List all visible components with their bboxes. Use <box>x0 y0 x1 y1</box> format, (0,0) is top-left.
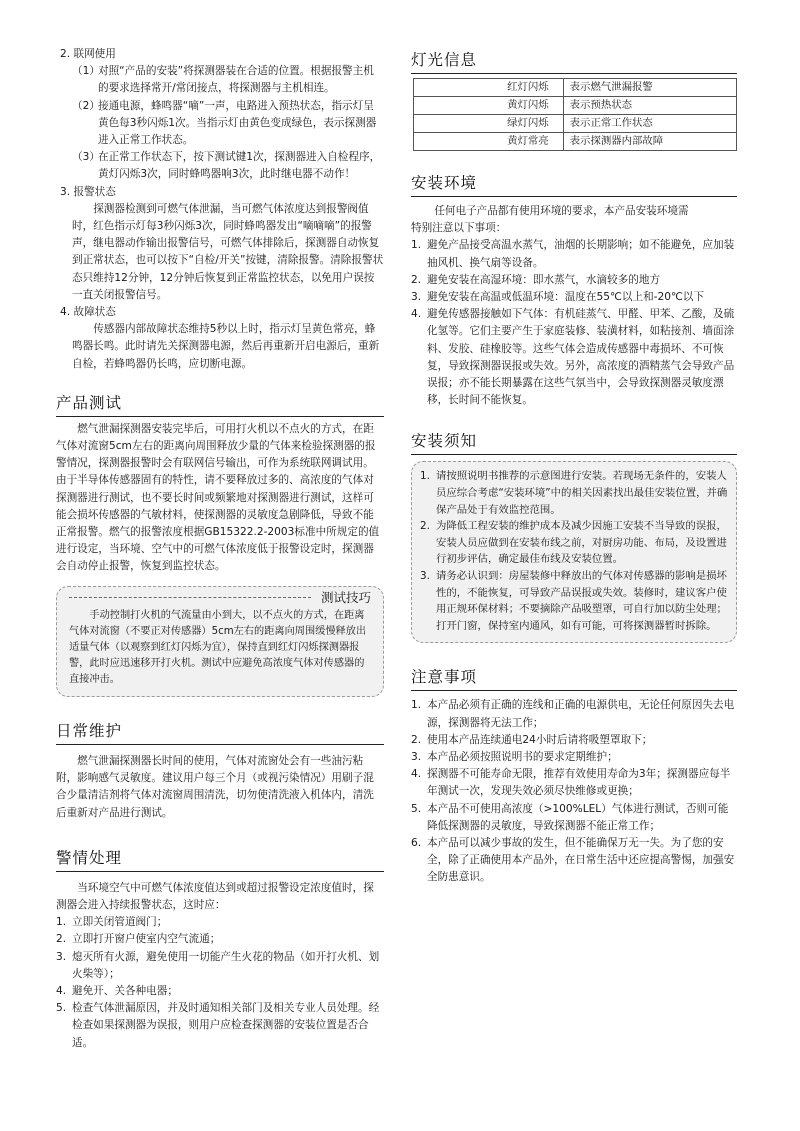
list-item: 4. 避免传感器接触如下气体：有机硅蒸气、甲醛、甲苯、乙酸，及硫化氢等。它们主要产生于家庭装修、装潢材料，如粘接剂、墙面涂料、发胶、硅橡胶等。这些气体会造成传感器中毒损坏、不可恢复，导致探测器误报或失效。另外，高浓度的酒精蒸气会导致产品误报；亦不能长期暴露在这些气氛当中，会导致探测器灵敏度漂移，长时间不能恢复。 <box>411 308 735 407</box>
maintenance-title: 日常维护 <box>56 719 384 745</box>
product-test-title: 产品测试 <box>56 391 384 417</box>
fault-state-text: 传感器内部故障状态维持5秒以上时，指示灯呈黄色常亮，蜂鸣器长鸣。此时请先关探测器电源，然后再重新开启电源后，重新自检，若蜂鸣器仍长鸣，应切断电源。 <box>72 323 380 370</box>
environment-section <box>411 171 737 409</box>
list-item: 1. 请按照说明书推荐的示意图进行安装。若现场无条件的，安装人员应综合考虑“安装环境”中的相关因素找出最佳安装位置，并确保产品处于有效监控范围。 <box>420 470 728 516</box>
light-meaning: 表示燃气泄漏报警 <box>563 79 736 97</box>
list-item: 1. 避免产品接受高温水蒸气，油烟的长期影响；如不能避免，应加装抽风机、换气扇等设备。 <box>411 239 735 269</box>
maintenance-section <box>56 719 384 822</box>
light-state: 黄灯闪烁 <box>414 97 564 115</box>
list-item: 6. 本产品可以减少事故的发生，但不能确保万无一失。为了您的安全，除了正确使用本产品外，在日常生活中还应提高警惕，加强安全防患意识。 <box>411 837 735 884</box>
list-item: 3. 本产品必须按照说明书的要求定期维护； <box>411 750 618 763</box>
list-item: （1） 对照“产品的安装”将探测器装在合适的位置。根据报警主机的要求选择常开/常闭接点，将探测器与主机相连。 <box>72 65 374 95</box>
light-state: 黄灯常亮 <box>414 133 564 151</box>
table-row <box>414 133 737 151</box>
list-item: 2. 为降低工程安装的维护成本及减少因施工安装不当导致的误报，安装人员应做到在安装布线之前，对厨房功能、布局，及设置进行初步评估，确定最佳布线及安装位置。 <box>420 520 727 566</box>
list-item: 3. 请务必认识到：房屋装修中释放出的气体对传感器的影响是损坏性的，不能恢复，可导致产品误报或失效。装修时，建议客户使用正规环保材料；不要摘除产品吸塑罩，可自行加以防尘处理；打开门窗，保持室内通风，如有可能，可将探测器暂时拆除。 <box>420 570 727 632</box>
product-test-text: 燃气泄漏探测器安装完毕后，可用打火机以不点火的方式，在距气体对流窗5cm左右的距离向周围释放少量的气体来检验探测器的报警情况，探测器报警时会有联网信号输出，可作为系统联网调试用。由于半导体传感器固有的特性，请不要释放过多的、高浓度的气体对探测器进行测试，也不要长时间或频繁地对探测器进行测试，这样可能会损坏传感器的气敏材料，使探测器的灵敏度急剧降低，导致不能正常报警。燃气的报警浓度根据GB15322.2-2003标准中所规定的值进行设定，当环境、空气中的可燃气体浓度低于报警设定时，探测器会自动停止报警，恢复到监控状态。 <box>56 422 380 573</box>
test-tip-text: 手动控制打火机的气流量由小到大，以不点火的方式，在距离气体对流窗（不要正对传感器）5cm左右的距离向周围缓慢释放出适量气体（以观察到红灯闪烁为宜），保持直到红灯闪烁探测器报警，此时应迅速移开打火机。测试中应避免高浓度气体对传感器的直接冲击。 <box>69 609 367 685</box>
list-item: 2. 立即打开窗户使室内空气流通； <box>56 933 221 946</box>
lights-title: 灯光信息 <box>411 48 737 74</box>
cautions-section <box>411 665 737 886</box>
list-item: 5. 检查气体泄漏原因，并及时通知相关部门及相关专业人员处理。经检查如果探测器为误报，则用户应检查探测器的安装位置是否合适。 <box>56 1002 380 1049</box>
alarm-state-heading: 3. 报警状态 <box>60 185 116 198</box>
table-row <box>414 97 737 115</box>
light-state: 绿灯闪烁 <box>414 115 564 133</box>
dotted-divider <box>69 596 311 598</box>
list-item: （3） 在正常工作状态下，按下测试键1次，探测器进入自检程序，黄灯闪烁3次，同时蜂鸣器响3次，此时继电器不动作！ <box>72 151 381 181</box>
list-item: 3. 避免安装在高温或低温环境：温度在55℃以上和-20℃以下 <box>411 291 705 304</box>
lights-section <box>411 48 737 151</box>
list-item: 3. 熄灭所有火源，避免使用一切能产生火花的物品（如开打火机、划火柴等）； <box>56 950 380 980</box>
list-item: 1. 本产品必须有正确的连线和正确的电源供电，无论任何原因失去电源，探测器将无法工作； <box>411 699 735 729</box>
lights-table <box>413 78 737 151</box>
alarm-state-text: 探测器检测到可燃气体泄漏，当可燃气体浓度达到报警阀值时，红色指示灯每3秒闪烁3次，同时蜂鸣器发出“嘀嘀嘀”的报警声，继电器动作输出报警信号，可燃气体排除后，探测器自动恢复到正常状态，也可以按下“自检/开关”按键，清除报警。清除报警状态只维持12分钟，12分钟后恢复到正常监控状态，以免用户误按一直关闭报警信号。 <box>72 202 384 301</box>
cautions-title: 注意事项 <box>411 665 737 691</box>
maintenance-text: 燃气泄漏探测器长时间的使用，气体对流窗处会有一些油污粘附，影响感气灵敏度。建议用户每三个月（或视污染情况）用刷子混合少量清洁剂将气体对流窗周围清洗，切勿使清洗液入机体内，清洗后重新对产品进行测试。 <box>56 754 374 819</box>
install-notice-box <box>411 461 737 643</box>
fault-state-section <box>56 304 384 373</box>
left-column <box>56 46 384 1052</box>
environment-intro-2: 特别注意以下事项： <box>411 222 507 235</box>
environment-title: 安装环境 <box>411 171 737 197</box>
list-item: 4. 避免开、关各种电器； <box>56 984 178 997</box>
networking-section <box>56 46 384 184</box>
light-state: 红灯闪烁 <box>414 79 564 97</box>
emergency-intro: 当环境空气中可燃气体浓度值达到或超过报警设定浓度值时，探测器会进入持续报警状态，这时应： <box>56 881 374 911</box>
product-test-section <box>56 391 384 697</box>
emergency-section <box>56 846 384 1052</box>
environment-intro: 任何电子产品都有使用环境的要求，本产品安装环境需 <box>434 205 689 217</box>
light-meaning: 表示正常工作状态 <box>563 115 736 133</box>
table-row <box>414 79 737 97</box>
right-column <box>411 46 737 887</box>
test-tip-box <box>56 586 384 697</box>
emergency-title: 警情处理 <box>56 846 384 872</box>
table-row <box>414 115 737 133</box>
list-item: 4. 探测器不可能寿命无限，推荐有效使用寿命为3年；探测器应每半年测试一次，发现失效必须尽快维修或更换； <box>411 768 731 798</box>
list-item: 1. 立即关闭管道阀门； <box>56 916 168 929</box>
install-notice-section <box>411 429 737 643</box>
networking-heading: 2. 联网使用 <box>60 48 116 60</box>
light-meaning: 表示预热状态 <box>563 97 736 115</box>
test-tip-title: 测试技巧 <box>320 589 371 605</box>
list-item: （2） 接通电源，蜂鸣器“嘀”一声，电路进入预热状态，指示灯呈黄色每3秒闪烁1次。当指示灯由黄色变成绿色，表示探测器进入正常工作状态。 <box>72 99 377 147</box>
light-meaning: 表示探测器内部故障 <box>563 133 736 151</box>
install-notice-title: 安装须知 <box>411 429 737 455</box>
alarm-state-section <box>56 184 384 304</box>
list-item: 2. 避免安装在高湿环境：即水蒸气，水滴较多的地方 <box>411 273 661 286</box>
fault-state-heading: 4. 故障状态 <box>60 306 116 319</box>
list-item: 2. 使用本产品连续通电24小时后请将吸塑罩取下； <box>411 733 653 746</box>
list-item: 5. 本产品不可使用高浓度（>100%LEL）气体进行测试，否则可能降低探测器的灵敏度，导致探测器不能正常工作； <box>411 802 729 832</box>
